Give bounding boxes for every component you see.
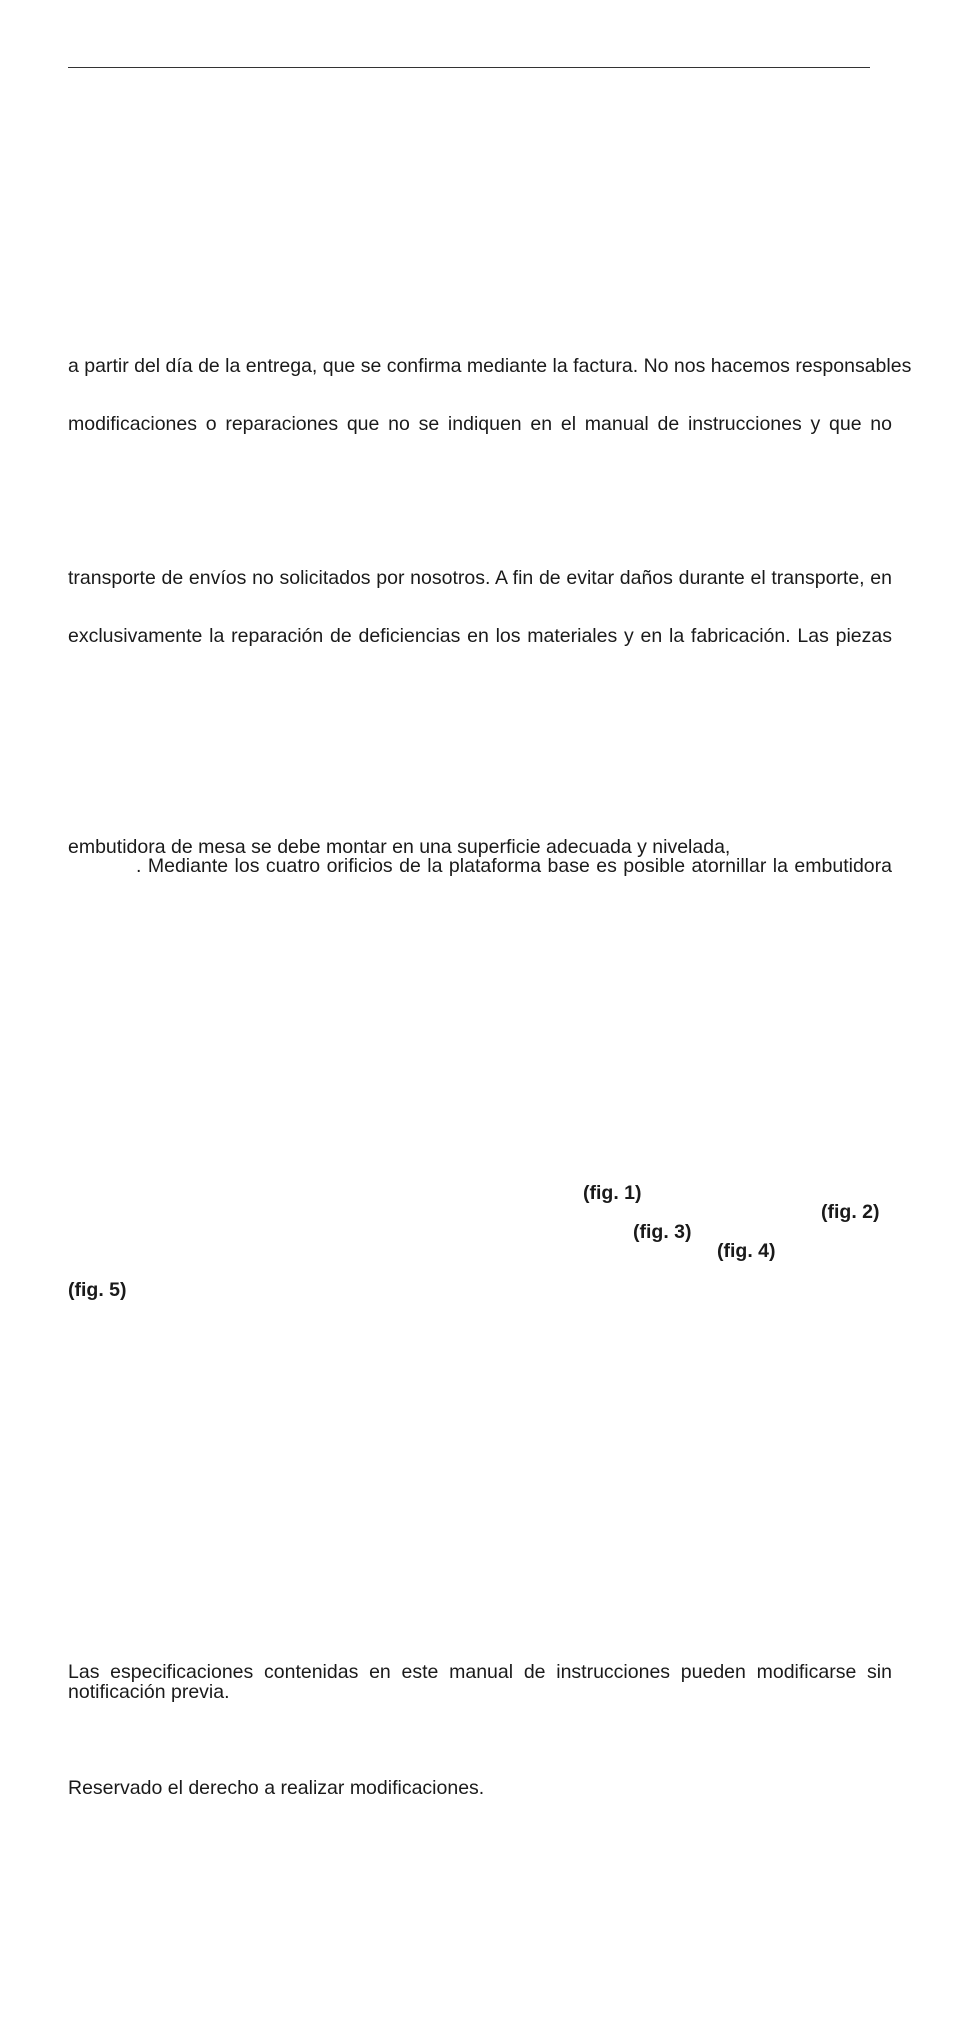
figure-reference-4: (fig. 4) (717, 1240, 776, 1262)
figure-reference-3: (fig. 3) (633, 1221, 692, 1243)
figure-reference-1: (fig. 1) (583, 1182, 642, 1204)
header-rule (68, 67, 870, 68)
figure-reference-2: (fig. 2) (821, 1201, 880, 1223)
text-line-mounting: embutidora de mesa se debe montar en una superficie adecuada y nivelada, (68, 836, 731, 858)
text-line-repair: exclusivamente la reparación de deficiencias en los materiales y en la fabricación. Las piezas (68, 625, 892, 647)
text-line-modifications: modificaciones o reparaciones que no se indiquen en el manual de instrucciones y que no (68, 413, 892, 435)
text-line-bolting: . Mediante los cuatro orificios de la plataforma base es posible atornillar la embutidora (136, 855, 892, 877)
text-line-transport: transporte de envíos no solicitados por nosotros. A fin de evitar daños durante el transporte, en (68, 567, 892, 589)
rights-reserved-notice: Reservado el derecho a realizar modificaciones. (68, 1777, 485, 1799)
text-line-warranty-start: a partir del día de la entrega, que se confirma mediante la factura. No nos hacemos responsables (68, 355, 912, 377)
figure-reference-5: (fig. 5) (68, 1279, 127, 1301)
specifications-notice: Las especificaciones contenidas en este manual de instrucciones pueden modificarse sin notificación previa. (68, 1661, 892, 1703)
